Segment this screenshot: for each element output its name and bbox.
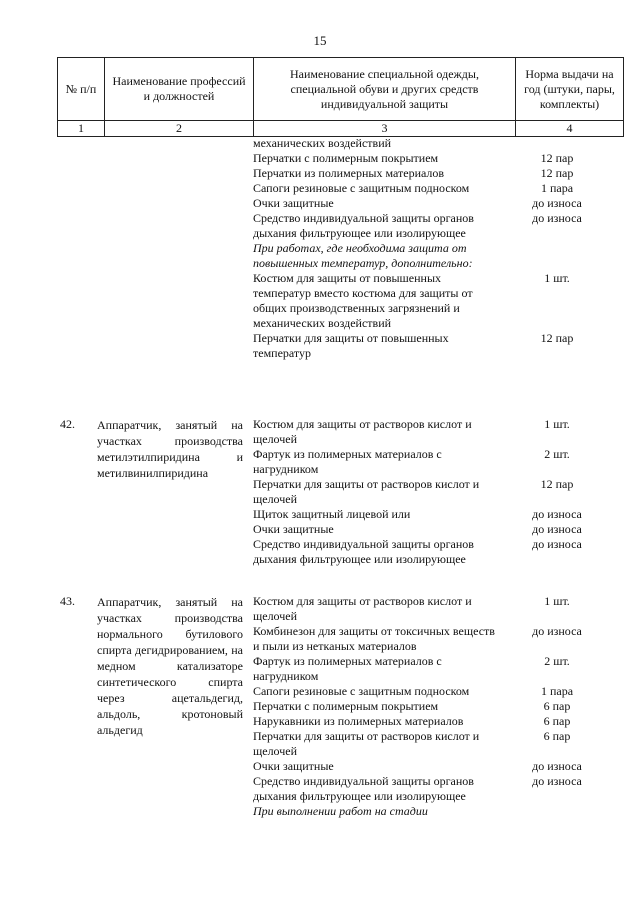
- profession-name: Аппаратчик, занятый на участках производства нормального бутилового спирта дегидрированием, на медном катализаторе синтетического спирта через ацетальдегид, альдоль, кротоновый альдегид: [97, 595, 243, 737]
- header-index-4: 4: [516, 121, 624, 137]
- list-item: Сапоги резиновые с защитным подноском 1 пара: [253, 684, 574, 698]
- list-item: Костюм для защиты от растворов кислот и щелочей 1 шт.: [253, 417, 570, 446]
- page-number: 15: [313, 33, 327, 48]
- header-col-profession: Наименование профессий и должностей: [105, 58, 254, 121]
- list-item: механических воздействий: [253, 136, 392, 150]
- list-item: Перчатки для защиты от растворов кислот и щелочей 6 пар: [253, 729, 571, 758]
- equipment-list: [253, 594, 582, 819]
- row-number: 43.: [60, 594, 75, 608]
- list-item: Средство индивидуальной защиты органов дыхания фильтрующее или изолирующее до износа: [253, 211, 582, 240]
- list-item: Перчатки для защиты от повышенных температур 12 пар: [253, 331, 574, 360]
- list-item: Средство индивидуальной защиты органов дыхания фильтрующее или изолирующее до износа: [253, 537, 582, 566]
- list-item: Нарукавники из полимерных материалов 6 пар: [253, 714, 571, 728]
- list-item: Очки защитные до износа: [253, 759, 582, 773]
- header-index-1: 1: [58, 121, 105, 137]
- list-item: Перчатки для защиты от растворов кислот и щелочей 12 пар: [253, 477, 574, 506]
- list-item: Средство индивидуальной защиты органов дыхания фильтрующее или изолирующее до износа: [253, 774, 582, 803]
- list-item: Щиток защитный лицевой или до износа: [253, 507, 582, 521]
- equipment-list: [253, 417, 582, 567]
- note-stage: При выполнении работ на стадии: [253, 804, 428, 818]
- list-item: Перчатки из полимерных материалов 12 пар: [253, 166, 574, 180]
- list-item: Сапоги резиновые с защитным подноском 1 пара: [253, 181, 574, 195]
- list-item: Перчатки с полимерным покрытием 12 пар: [253, 151, 574, 165]
- list-item: Очки защитные до износа: [253, 196, 582, 210]
- header-col-equipment: Наименование специальной одежды, специальной обуви и других средств индивидуальной защиты: [254, 58, 516, 121]
- profession-name: Аппаратчик, занятый на участках производства метилэтилпиридина и метилвинилпиридина: [97, 418, 243, 480]
- list-item: Комбинезон для защиты от токсичных веществ и пыли из нетканых материалов до износа: [253, 624, 582, 653]
- list-item: Костюм для защиты от повышенных температур вместо костюма для защиты от общих производственных загрязнений и механических воздействий 1 шт.: [253, 271, 570, 330]
- continuation-items: [253, 136, 582, 361]
- row-number: 42.: [60, 417, 75, 431]
- note-high-temperature: При работах, где необходима защита от повышенных температур, дополнительно:: [253, 241, 473, 270]
- list-item: Фартук из полимерных материалов с нагрудником 2 шт.: [253, 447, 570, 476]
- list-item: Костюм для защиты от растворов кислот и щелочей 1 шт.: [253, 594, 570, 623]
- header-index-2: 2: [105, 121, 254, 137]
- header-col-norm: Норма выдачи на год (штуки, пары, комплекты): [516, 58, 624, 121]
- list-item: Фартук из полимерных материалов с нагрудником 2 шт.: [253, 654, 570, 683]
- header-index-3: 3: [254, 121, 516, 137]
- header-col-number: № п/п: [58, 58, 105, 121]
- list-item: Очки защитные до износа: [253, 522, 582, 536]
- list-item: Перчатки с полимерным покрытием 6 пар: [253, 699, 571, 713]
- table-header: [57, 57, 624, 137]
